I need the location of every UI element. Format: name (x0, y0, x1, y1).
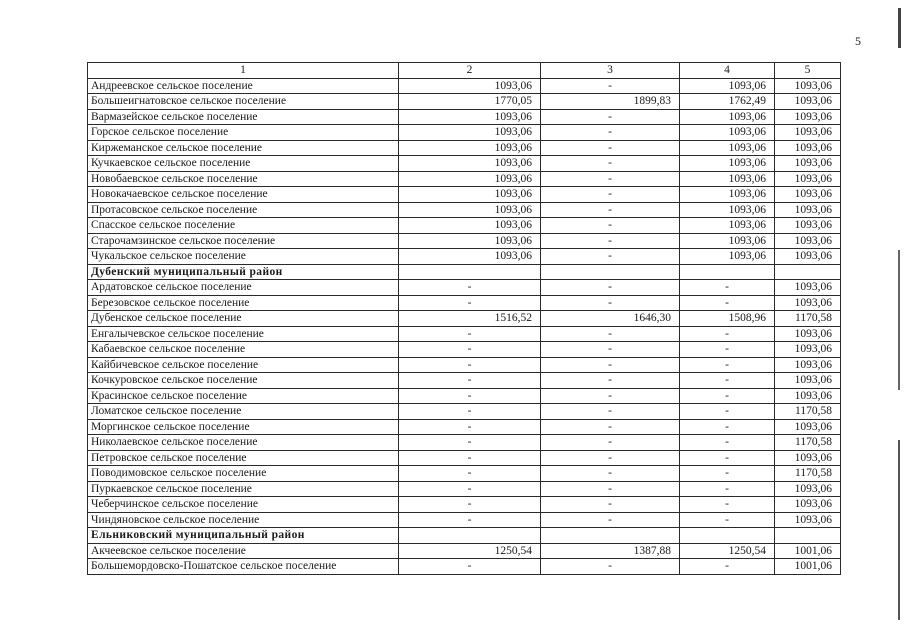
settlement-name-cell: Чукальское сельское поселение (88, 249, 399, 265)
col-4-value (680, 528, 775, 544)
col-5-value: 1093,06 (775, 388, 841, 404)
col-5-value: 1001,06 (775, 559, 841, 575)
col-2-value: 1093,06 (399, 171, 541, 187)
col-3-value: - (541, 249, 680, 265)
col-4-value: 1093,06 (680, 125, 775, 141)
col-5-value: 1093,06 (775, 218, 841, 234)
col-2-value: 1093,06 (399, 78, 541, 94)
col-4-value: 1093,06 (680, 187, 775, 203)
col-2-value: - (399, 450, 541, 466)
col-3-value: - (541, 140, 680, 156)
col-3-value: - (541, 450, 680, 466)
col-5-value: 1093,06 (775, 140, 841, 156)
settlement-name-cell: Ельниковский муниципальный район (88, 528, 399, 544)
col-3-value: - (541, 466, 680, 482)
table-row (88, 202, 841, 218)
settlement-name-cell: Поводимовское сельское поселение (88, 466, 399, 482)
col-3-value: - (541, 404, 680, 420)
col-5-value: 1093,06 (775, 326, 841, 342)
col-5-value: 1093,06 (775, 419, 841, 435)
header-col-1: 1 (88, 63, 399, 79)
col-4-value: - (680, 373, 775, 389)
settlement-name-cell: Вармазейское сельское поселение (88, 109, 399, 125)
col-4-value: - (680, 342, 775, 358)
col-2-value: - (399, 388, 541, 404)
settlement-name-cell: Чиндяновское сельское поселение (88, 512, 399, 528)
scan-edge-mark (898, 440, 900, 620)
table-row (88, 497, 841, 513)
col-2-value: - (399, 373, 541, 389)
col-4-value: 1250,54 (680, 543, 775, 559)
col-4-value: 1093,06 (680, 78, 775, 94)
col-5-value (775, 528, 841, 544)
table-row (88, 450, 841, 466)
col-4-value: - (680, 388, 775, 404)
header-col-3: 3 (541, 63, 680, 79)
col-3-value: - (541, 156, 680, 172)
col-5-value: 1093,06 (775, 512, 841, 528)
col-2-value: 1093,06 (399, 187, 541, 203)
col-3-value: - (541, 419, 680, 435)
col-5-value (775, 264, 841, 280)
table-row (88, 233, 841, 249)
col-5-value: 1093,06 (775, 373, 841, 389)
settlement-name-cell: Чеберчинское сельское поселение (88, 497, 399, 513)
col-4-value: 1762,49 (680, 94, 775, 110)
col-2-value: - (399, 280, 541, 296)
col-2-value: - (399, 512, 541, 528)
table-row (88, 559, 841, 575)
col-3-value (541, 528, 680, 544)
col-3-value: - (541, 435, 680, 451)
settlement-name-cell: Горское сельское поселение (88, 125, 399, 141)
col-2-value: 1250,54 (399, 543, 541, 559)
col-5-value: 1093,06 (775, 249, 841, 265)
col-4-value: 1093,06 (680, 249, 775, 265)
col-5-value: 1093,06 (775, 450, 841, 466)
table-row (88, 280, 841, 296)
settlement-name-cell: Новокачаевское сельское поселение (88, 187, 399, 203)
col-3-value: - (541, 218, 680, 234)
col-2-value: 1093,06 (399, 218, 541, 234)
col-3-value: - (541, 342, 680, 358)
settlement-name-cell: Акчеевское сельское поселение (88, 543, 399, 559)
settlement-name-cell: Кайбичевское сельское поселение (88, 357, 399, 373)
col-4-value: - (680, 404, 775, 420)
col-5-value: 1170,58 (775, 311, 841, 327)
col-3-value: 1646,30 (541, 311, 680, 327)
table-row (88, 543, 841, 559)
col-5-value: 1170,58 (775, 404, 841, 420)
settlement-name-cell: Дубенский муниципальный район (88, 264, 399, 280)
settlement-name-cell: Большемордовско-Пошатское сельское поселение (88, 559, 399, 575)
col-2-value: - (399, 466, 541, 482)
col-5-value: 1093,06 (775, 171, 841, 187)
table-row (88, 373, 841, 389)
col-2-value: 1093,06 (399, 140, 541, 156)
settlement-name-cell: Кочкуровское сельское поселение (88, 373, 399, 389)
col-3-value (541, 264, 680, 280)
table-row (88, 94, 841, 110)
col-4-value: 1093,06 (680, 218, 775, 234)
table-row (88, 357, 841, 373)
col-2-value: 1093,06 (399, 125, 541, 141)
col-2-value: - (399, 357, 541, 373)
col-3-value: - (541, 171, 680, 187)
table-row (88, 156, 841, 172)
header-col-5: 5 (775, 63, 841, 79)
settlement-tariff-table (87, 62, 841, 575)
table-row (88, 125, 841, 141)
col-4-value (680, 264, 775, 280)
settlement-name-cell: Ардатовское сельское поселение (88, 280, 399, 296)
settlement-name-cell: Киржеманское сельское поселение (88, 140, 399, 156)
col-5-value: 1093,06 (775, 342, 841, 358)
col-4-value: - (680, 512, 775, 528)
col-3-value: - (541, 202, 680, 218)
col-4-value: - (680, 435, 775, 451)
col-5-value: 1001,06 (775, 543, 841, 559)
settlement-name-cell: Дубенское сельское поселение (88, 311, 399, 327)
col-4-value: 1093,06 (680, 109, 775, 125)
col-2-value: - (399, 404, 541, 420)
settlement-name-cell: Старочамзинское сельское поселение (88, 233, 399, 249)
col-2-value: 1093,06 (399, 109, 541, 125)
table-row (88, 512, 841, 528)
col-2-value: - (399, 435, 541, 451)
settlement-name-cell: Красинское сельское поселение (88, 388, 399, 404)
col-3-value: - (541, 187, 680, 203)
col-5-value: 1093,06 (775, 481, 841, 497)
col-5-value: 1093,06 (775, 125, 841, 141)
col-3-value: - (541, 481, 680, 497)
col-5-value: 1170,58 (775, 435, 841, 451)
col-3-value: - (541, 295, 680, 311)
table-row (88, 311, 841, 327)
col-4-value: - (680, 481, 775, 497)
col-5-value: 1093,06 (775, 109, 841, 125)
col-5-value: 1093,06 (775, 78, 841, 94)
col-3-value: 1387,88 (541, 543, 680, 559)
district-header-row (88, 264, 841, 280)
col-3-value: - (541, 373, 680, 389)
col-3-value: - (541, 512, 680, 528)
col-5-value: 1093,06 (775, 94, 841, 110)
col-5-value: 1093,06 (775, 187, 841, 203)
col-4-value: 1093,06 (680, 202, 775, 218)
table-row (88, 326, 841, 342)
settlement-name-cell: Кучкаевское сельское поселение (88, 156, 399, 172)
col-3-value: - (541, 233, 680, 249)
settlement-name-cell: Протасовское сельское поселение (88, 202, 399, 218)
header-col-2: 2 (399, 63, 541, 79)
col-2-value: 1093,06 (399, 202, 541, 218)
table-row (88, 481, 841, 497)
col-2-value: 1093,06 (399, 249, 541, 265)
col-3-value: 1899,83 (541, 94, 680, 110)
col-2-value: 1770,05 (399, 94, 541, 110)
col-4-value: 1093,06 (680, 156, 775, 172)
col-3-value: - (541, 109, 680, 125)
col-4-value: - (680, 466, 775, 482)
settlement-name-cell: Енгалычевское сельское поселение (88, 326, 399, 342)
table-row (88, 342, 841, 358)
settlement-name-cell: Андреевское сельское поселение (88, 78, 399, 94)
scan-edge-mark (898, 250, 900, 390)
settlement-name-cell: Новобаевское сельское поселение (88, 171, 399, 187)
header-row (88, 63, 841, 79)
col-2-value: - (399, 497, 541, 513)
col-2-value: - (399, 559, 541, 575)
table-row (88, 140, 841, 156)
settlement-name-cell: Ломатское сельское поселение (88, 404, 399, 420)
col-5-value: 1093,06 (775, 295, 841, 311)
settlement-name-cell: Спасское сельское поселение (88, 218, 399, 234)
col-2-value: - (399, 326, 541, 342)
col-3-value: - (541, 497, 680, 513)
col-3-value: - (541, 78, 680, 94)
table-row (88, 388, 841, 404)
col-4-value: - (680, 295, 775, 311)
table-row (88, 187, 841, 203)
settlement-name-cell: Пуркаевское сельское поселение (88, 481, 399, 497)
table-row (88, 249, 841, 265)
col-3-value: - (541, 357, 680, 373)
settlement-name-cell: Большеигнатовское сельское поселение (88, 94, 399, 110)
col-3-value: - (541, 280, 680, 296)
col-5-value: 1093,06 (775, 497, 841, 513)
table-row (88, 435, 841, 451)
col-5-value: 1093,06 (775, 156, 841, 172)
col-4-value: - (680, 497, 775, 513)
page-number: 5 (855, 34, 861, 48)
table-row (88, 404, 841, 420)
col-4-value: - (680, 357, 775, 373)
table-row (88, 466, 841, 482)
settlement-name-cell: Кабаевское сельское поселение (88, 342, 399, 358)
settlement-name-cell: Моргинское сельское поселение (88, 419, 399, 435)
settlement-name-cell: Петровское сельское поселение (88, 450, 399, 466)
col-3-value: - (541, 326, 680, 342)
col-4-value: 1508,96 (680, 311, 775, 327)
col-3-value: - (541, 388, 680, 404)
table-row (88, 419, 841, 435)
col-2-value: 1093,06 (399, 233, 541, 249)
col-4-value: 1093,06 (680, 140, 775, 156)
col-2-value: - (399, 295, 541, 311)
col-5-value: 1093,06 (775, 357, 841, 373)
table-row (88, 109, 841, 125)
col-2-value (399, 264, 541, 280)
col-4-value: - (680, 326, 775, 342)
district-header-row (88, 528, 841, 544)
col-2-value: 1093,06 (399, 156, 541, 172)
col-2-value: - (399, 419, 541, 435)
col-2-value (399, 528, 541, 544)
table-row (88, 78, 841, 94)
table-row (88, 295, 841, 311)
col-4-value: - (680, 280, 775, 296)
col-4-value: - (680, 559, 775, 575)
header-col-4: 4 (680, 63, 775, 79)
col-3-value: - (541, 125, 680, 141)
col-5-value: 1170,58 (775, 466, 841, 482)
col-4-value: - (680, 419, 775, 435)
col-3-value: - (541, 559, 680, 575)
col-5-value: 1093,06 (775, 280, 841, 296)
col-5-value: 1093,06 (775, 233, 841, 249)
scan-edge-mark (898, 8, 901, 48)
col-4-value: 1093,06 (680, 171, 775, 187)
table-row (88, 218, 841, 234)
col-4-value: - (680, 450, 775, 466)
col-5-value: 1093,06 (775, 202, 841, 218)
settlement-name-cell: Николаевское сельское поселение (88, 435, 399, 451)
col-2-value: - (399, 481, 541, 497)
table-row (88, 171, 841, 187)
settlement-name-cell: Березовское сельское поселение (88, 295, 399, 311)
col-4-value: 1093,06 (680, 233, 775, 249)
col-2-value: - (399, 342, 541, 358)
col-2-value: 1516,52 (399, 311, 541, 327)
